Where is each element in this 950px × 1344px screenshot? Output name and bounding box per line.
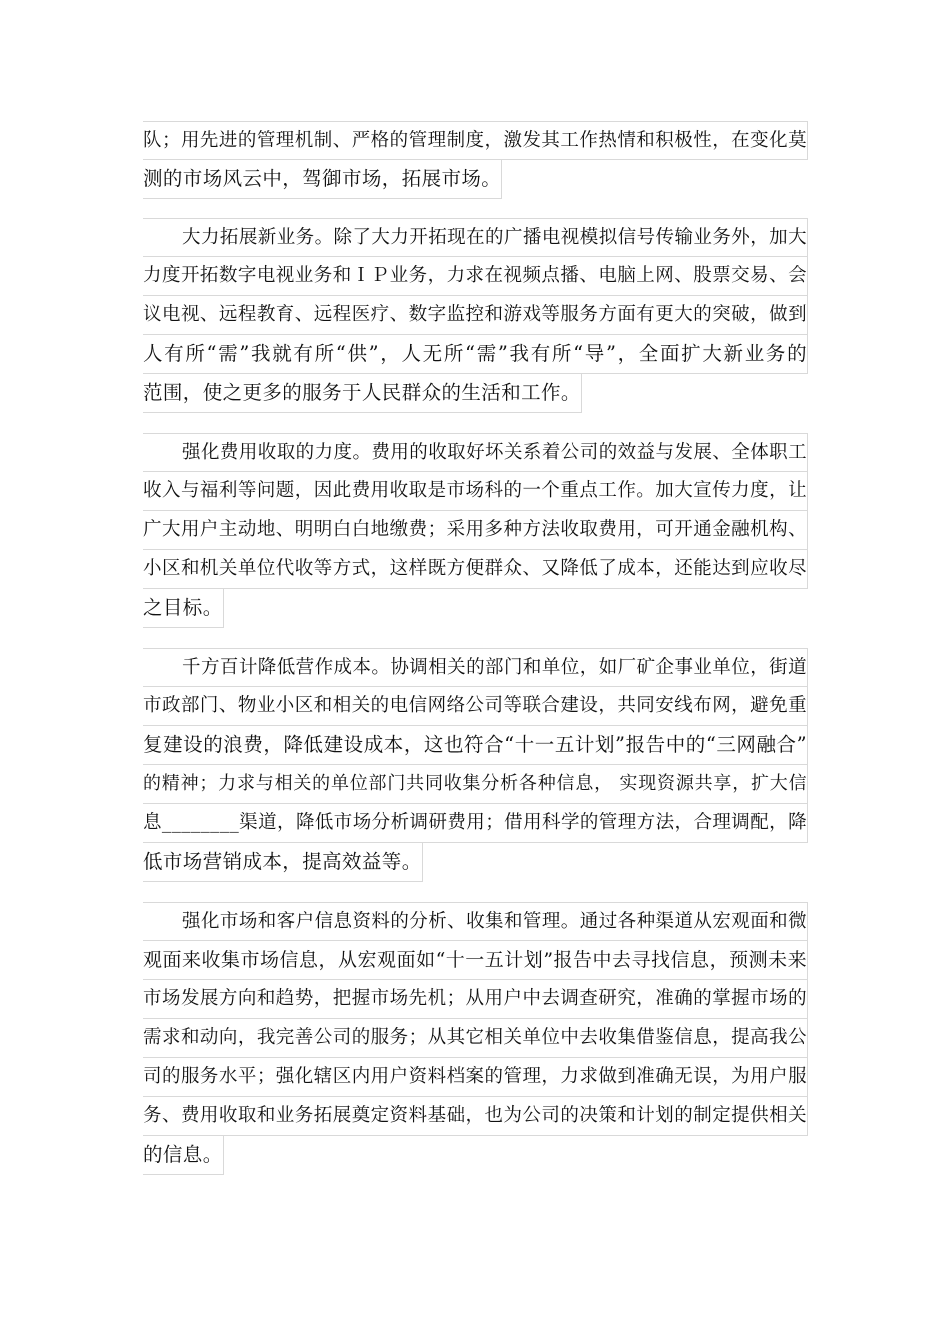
text-line: 的信息。 — [143, 1136, 224, 1175]
text-line: 范围，使之更多的服务于人民群众的生活和工作。 — [143, 374, 582, 413]
text-line: 队；用先进的管理机制、严格的管理制度，激发其工作热情和积极性，在变化莫 — [143, 121, 808, 160]
text-line: 强化市场和客户信息资料的分析、收集和管理。通过各种渠道从宏观面和微 — [143, 902, 808, 941]
paragraph-market-information — [143, 902, 808, 1179]
text-line: 人有所“需”我就有所“供”，人无所“需”我有所“导”，全面扩大新业务的 — [143, 335, 808, 374]
text-line: 市场发展方向和趋势，把握市场先机；从用户中去调查研究，准确的掌握市场的 — [143, 980, 808, 1019]
text-line: 测的市场风云中，驾御市场，拓展市场。 — [143, 160, 502, 199]
text-line: 观面来收集市场信息，从宏观面如“十一五计划”报告中去寻找信息，预测未来 — [143, 941, 808, 980]
text-line: 广大用户主动地、明明白白地缴费；采用多种方法收取费用，可开通金融机构、 — [143, 511, 808, 550]
text-line: 息________渠道，降低市场分析调研费用；借用科学的管理方法，合理调配，降 — [143, 804, 808, 843]
text-line: 收入与福利等问题，因此费用收取是市场科的一个重点工作。加大宣传力度，让 — [143, 472, 808, 511]
text-line: 大力拓展新业务。除了大力开拓现在的广播电视模拟信号传输业务外，加大 — [143, 218, 808, 257]
text-line: 复建设的浪费，降低建设成本，这也符合“十一五计划”报告中的“三网融合” — [143, 726, 808, 765]
text-line: 之目标。 — [143, 589, 224, 628]
text-line: 千方百计降低营作成本。协调相关的部门和单位，如厂矿企事业单位，街道 — [143, 648, 808, 687]
paragraph-team-management — [143, 121, 808, 203]
text-line: 需求和动向，我完善公司的服务；从其它相关单位中去收集借鉴信息，提高我公 — [143, 1019, 808, 1058]
text-line: 市政部门、物业小区和相关的电信网络公司等联合建设，共同安线布网，避免重 — [143, 687, 808, 726]
text-line: 司的服务水平；强化辖区内用户资料档案的管理，力求做到准确无误，为用户服 — [143, 1058, 808, 1097]
text-line: 低市场营销成本，提高效益等。 — [143, 843, 423, 882]
text-line: 的精神；力求与相关的单位部门共同收集分析各种信息， 实现资源共享，扩大信 — [143, 765, 808, 804]
text-line: 小区和机关单位代收等方式，这样既方便群众、又降低了成本，还能达到应收尽 — [143, 550, 808, 589]
text-line: 议电视、远程教育、远程医疗、数字监控和游戏等服务方面有更大的突破，做到 — [143, 296, 808, 335]
paragraph-cost-reduction — [143, 648, 808, 886]
paragraph-fee-collection — [143, 433, 808, 632]
text-line: 强化费用收取的力度。费用的收取好坏关系着公司的效益与发展、全体职工 — [143, 433, 808, 472]
text-line: 力度开拓数字电视业务和ＩＰ业务，力求在视频点播、电脑上网、股票交易、会 — [143, 257, 808, 296]
text-line: 务、费用收取和业务拓展奠定资料基础，也为公司的决策和计划的制定提供相关 — [143, 1097, 808, 1136]
paragraph-new-business — [143, 218, 808, 417]
